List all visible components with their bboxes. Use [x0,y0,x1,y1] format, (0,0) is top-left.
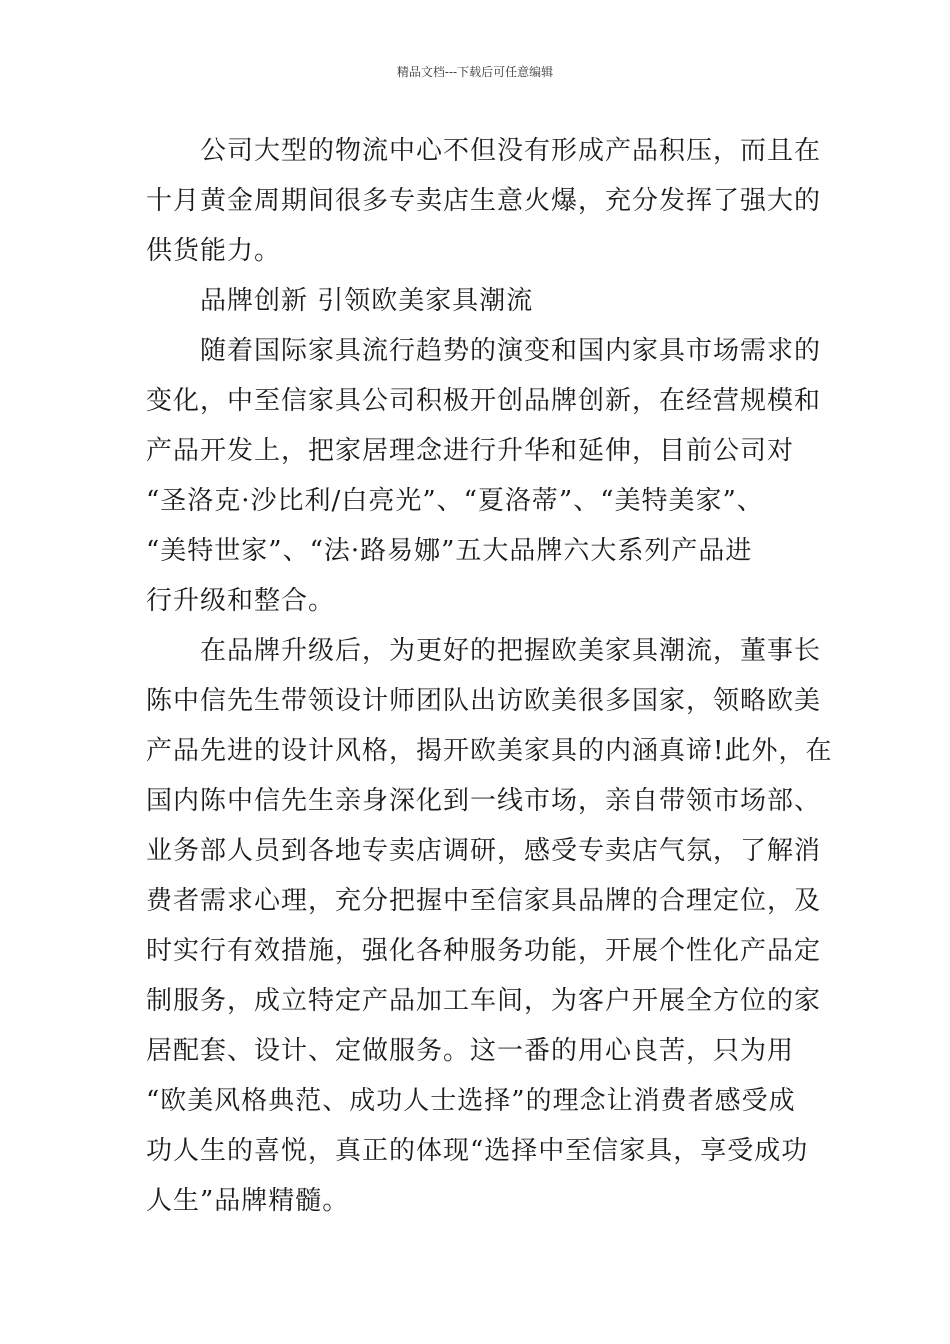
paragraph-brand-upgrade [146,626,833,1226]
text-line: “圣洛克·沙比利/白亮光”、“夏洛蒂”、“美特美家”、 [146,486,764,516]
text-line: 费者需求心理，充分把握中至信家具品牌的合理定位，及 [146,886,822,916]
text-line: 公司大型的物流中心不但没有形成产品积压，而且在 [200,136,822,166]
text-line: 制服务，成立特定产品加工车间，为客户开展全方位的家 [146,986,822,1016]
section-heading [146,276,818,326]
document-body [146,126,833,1226]
text-line: 十月黄金周期间很多专卖店生意火爆，充分发挥了强大的 [146,186,822,216]
text-line: 供货能力。 [146,236,282,266]
text-line: 在品牌升级后，为更好的把握欧美家具潮流，董事长 [200,636,822,666]
heading-line: 品牌创新 引领欧美家具潮流 [200,286,534,316]
text-line: 业务部人员到各地专卖店调研，感受专卖店气氛，了解消 [146,836,822,866]
text-line: 变化，中至信家具公司积极开创品牌创新，在经营规模和 [146,386,822,416]
paragraph-brand-innovation [146,326,822,626]
text-line: 随着国际家具流行趋势的演变和国内家具市场需求的 [200,336,822,366]
text-line: “美特世家”、“法·路易娜”五大品牌六大系列产品进 [146,536,753,566]
page-header: 精品文档---下载后可任意编辑 [396,65,554,79]
text-line: 产品开发上，把家居理念进行升华和延伸，目前公司对 [146,436,795,466]
text-line: 陈中信先生带领设计师团队出访欧美很多国家，领略欧美 [146,686,822,716]
text-line: 国内陈中信先生亲身深化到一线市场，亲自带领市场部、 [146,786,822,816]
text-line: 时实行有效措施，强化各种服务功能，开展个性化产品定 [146,936,822,966]
text-line: 产品先进的设计风格，揭开欧美家具的内涵真谛!此外，在 [146,736,833,766]
text-line: 人生”品牌精髓。 [146,1186,350,1216]
text-line: 居配套、设计、定做服务。这一番的用心良苦，只为用 [146,1036,795,1066]
paragraph-logistics [146,126,822,276]
text-line: 功人生的喜悦，真正的体现“选择中至信家具，享受成功 [146,1136,809,1166]
text-line: “欧美风格典范、成功人士选择”的理念让消费者感受成 [146,1086,796,1116]
text-line: 行升级和整合。 [146,586,336,616]
